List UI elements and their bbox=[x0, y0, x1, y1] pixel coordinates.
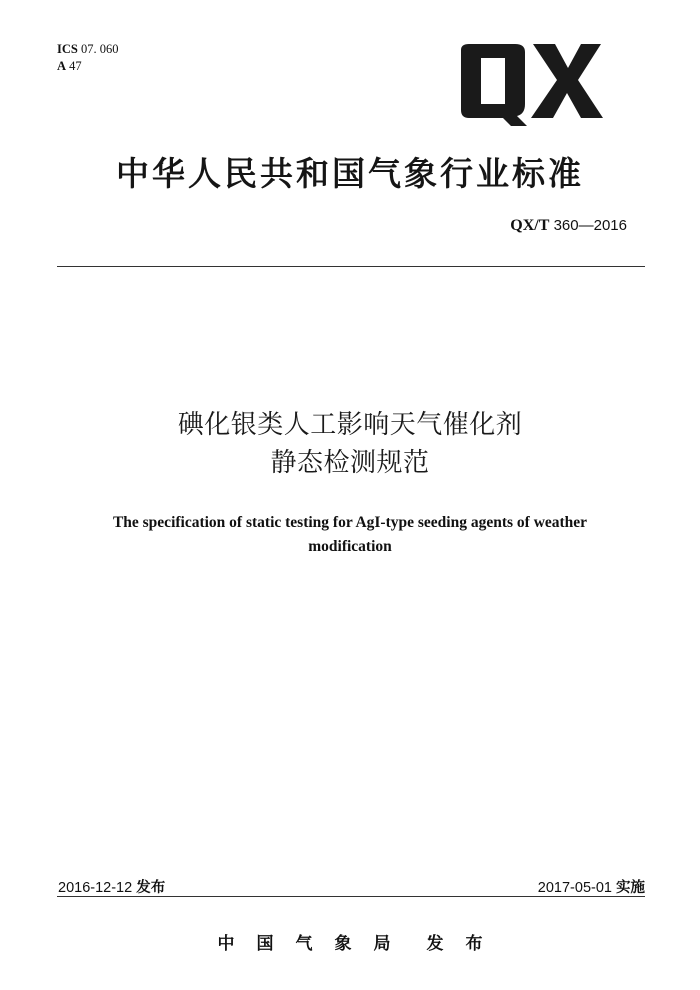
chinese-title-line-2: 静态检测规范 bbox=[270, 448, 430, 478]
publisher-char: 国 bbox=[256, 934, 274, 954]
chinese-title bbox=[0, 406, 700, 482]
ics-line: ICS 07. 060 bbox=[57, 42, 119, 56]
organization-title: 中华人民共和国气象行业标准 bbox=[116, 154, 584, 193]
publish-action-char: 布 bbox=[465, 934, 483, 954]
implementation-date: 2017-05-01 实施 bbox=[537, 880, 645, 896]
publisher-char: 气 bbox=[295, 934, 313, 954]
publish-action-char: 发 bbox=[426, 934, 444, 954]
publisher-char: 局 bbox=[373, 934, 391, 954]
bottom-divider bbox=[57, 896, 645, 897]
english-title: The specification of static testing for AgI-type seeding agents of weather modification bbox=[112, 514, 588, 555]
chinese-title-line-1: 碘化银类人工影响天气催化剂 bbox=[177, 410, 523, 440]
top-divider bbox=[57, 266, 645, 267]
publisher bbox=[0, 929, 700, 954]
logo-q-letter bbox=[461, 44, 527, 126]
qx-logo bbox=[455, 42, 605, 128]
logo-x-letter bbox=[531, 44, 603, 118]
classification-codes bbox=[57, 41, 118, 75]
issue-date: 2016-12-12 发布 bbox=[58, 880, 166, 896]
publisher-char: 中 bbox=[217, 934, 235, 954]
publisher-char: 象 bbox=[334, 934, 352, 954]
standard-number: QX/T 360—2016 bbox=[510, 217, 627, 234]
ccs-line: A 47 bbox=[57, 59, 82, 73]
